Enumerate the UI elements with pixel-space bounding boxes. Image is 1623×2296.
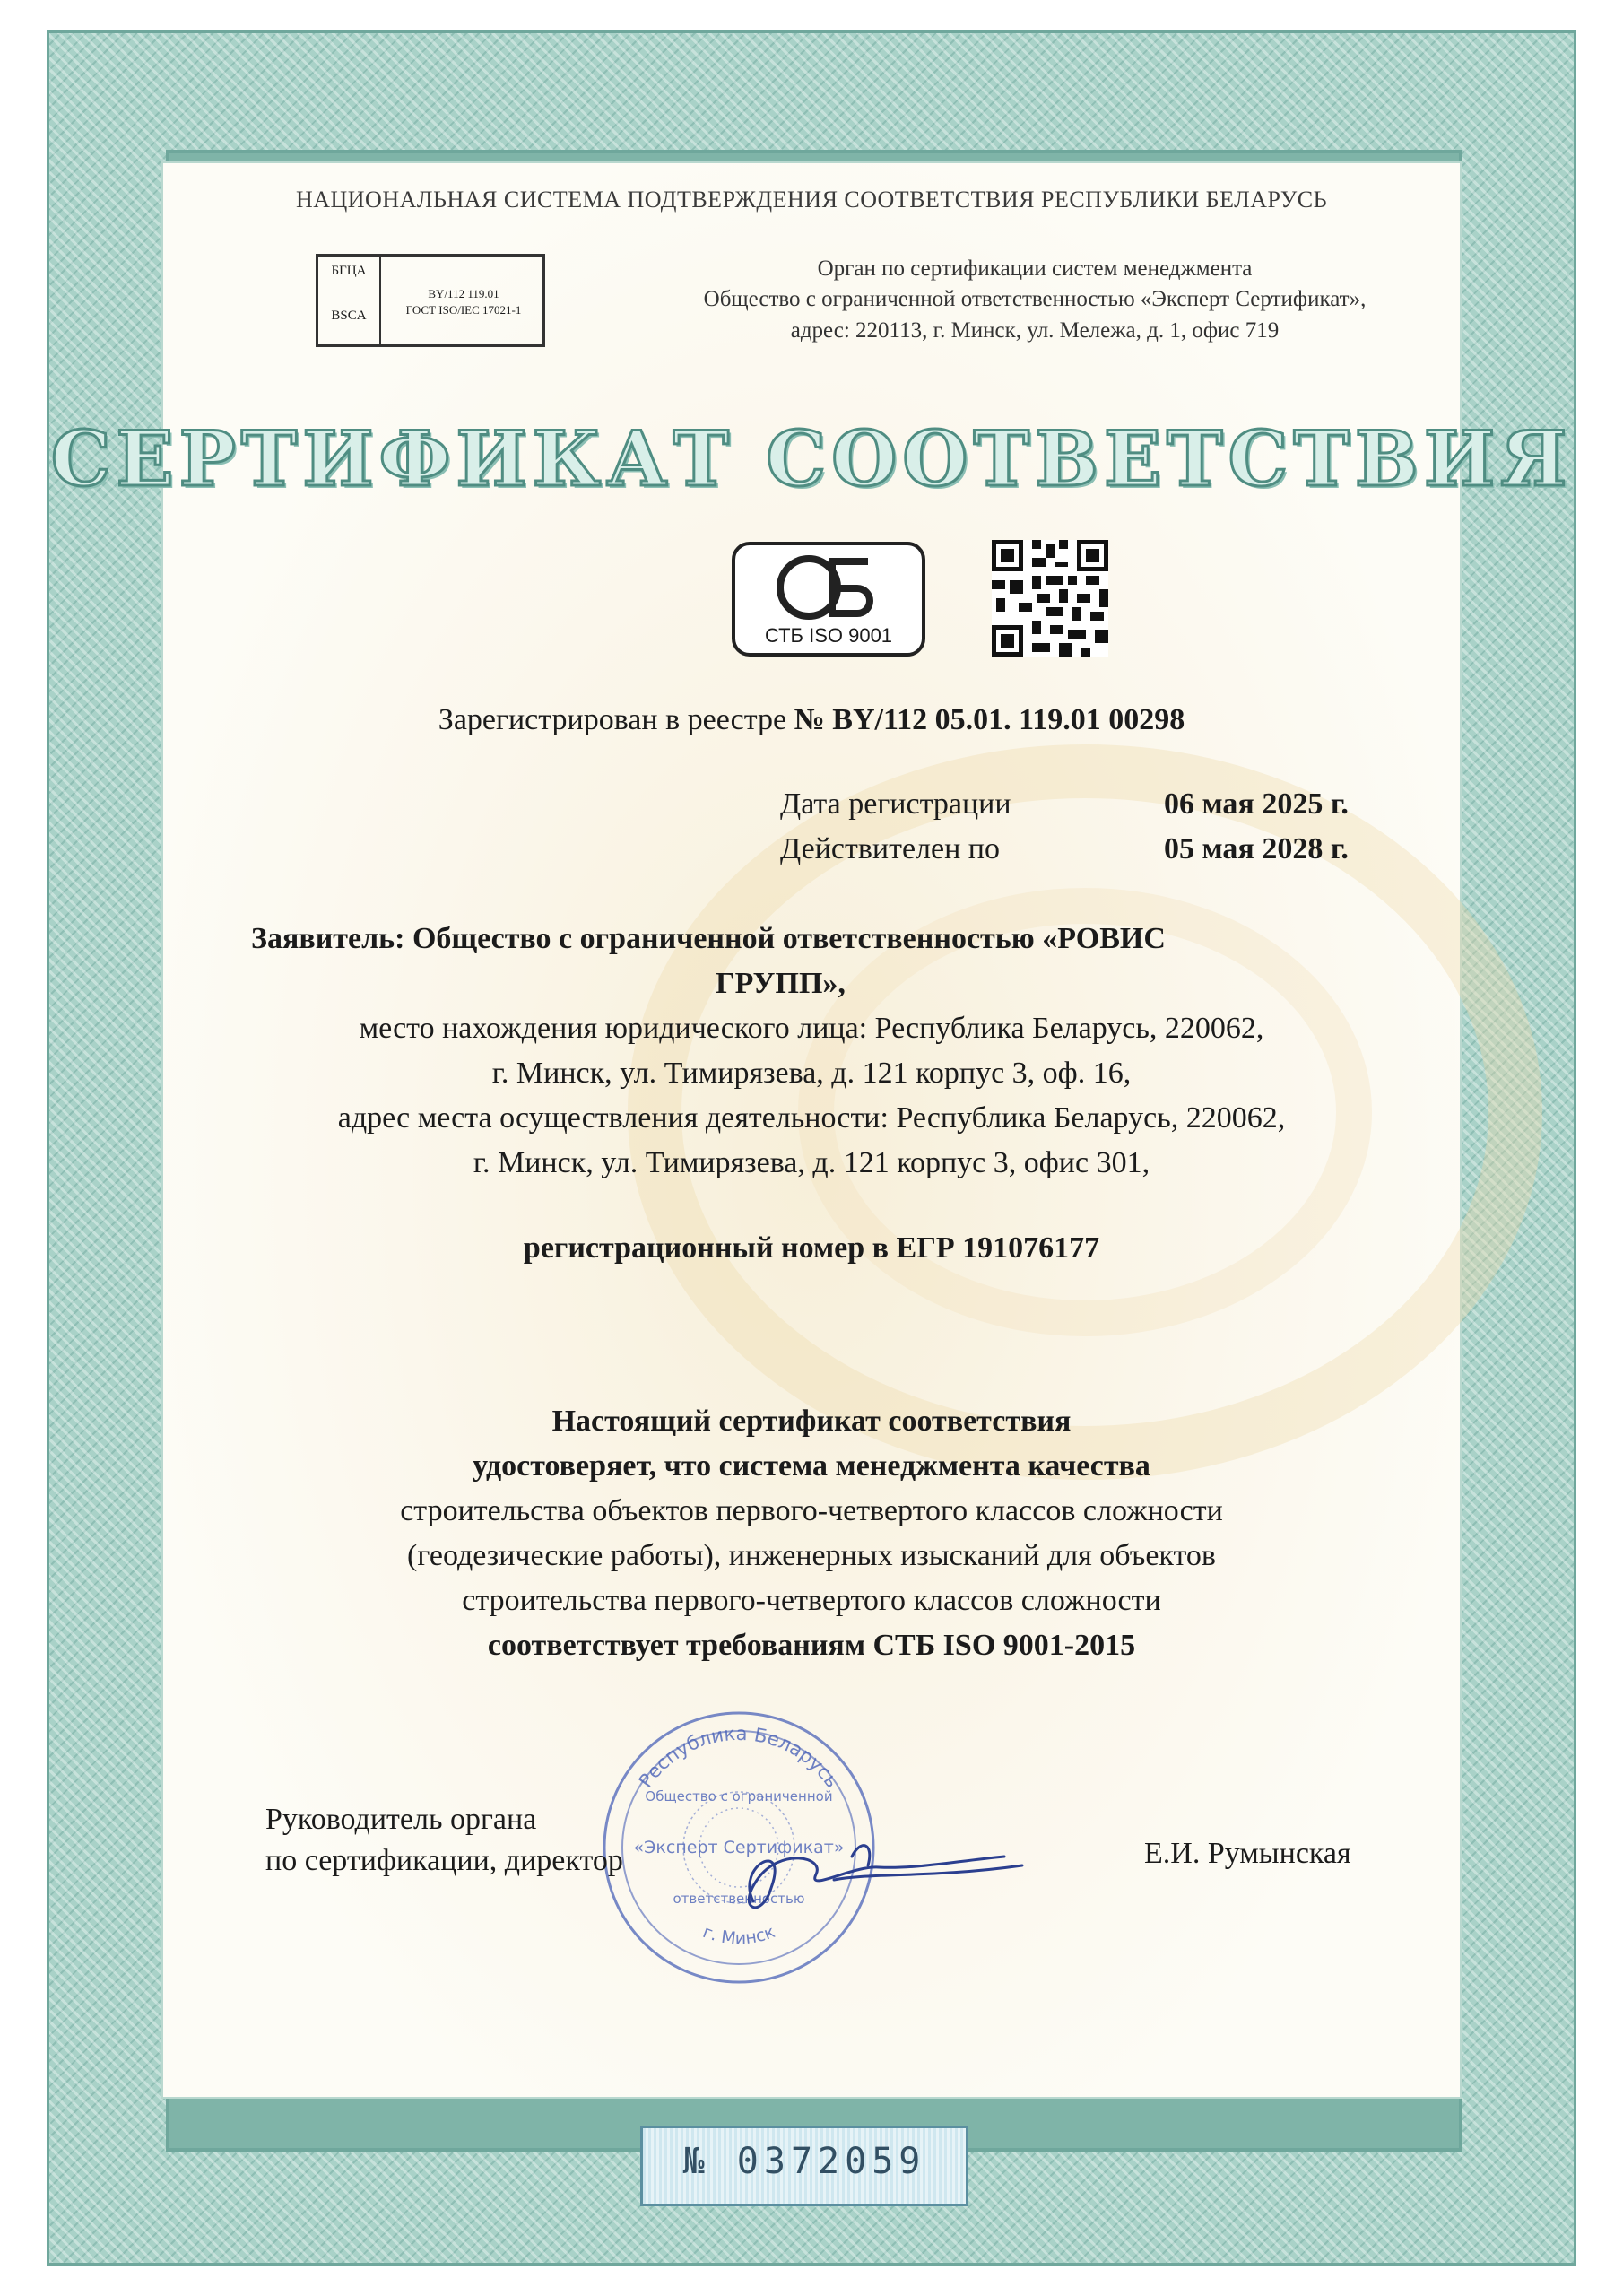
serial-number-plate [640, 2126, 968, 2206]
applicant-address-2: г. Минск, ул. Тимирязева, д. 121 корпус 3, оф. 16, [491, 1057, 1132, 1090]
certificate-title: СЕРТИФИКАТ СООТВЕТСТВИЯ [50, 414, 1573, 503]
stb-mark-logo [732, 542, 925, 657]
qr-code-icon[interactable] [992, 538, 1108, 658]
signatory-role-line-2: по сертификации, директор [265, 1844, 623, 1877]
handwritten-signature-icon [717, 1803, 1040, 1937]
scope-line-1: строительства объектов первого-четвертого классов сложности [400, 1494, 1223, 1527]
applicant-address-1: место нахождения юридического лица: Республика Беларусь, 220062, [359, 1012, 1264, 1045]
stb-logo-caption: СТБ ISO 9001 [764, 624, 893, 647]
serial-number [643, 2141, 966, 2182]
scope-line-2: (геодезические работы), инженерных изысканий для объектов [407, 1539, 1216, 1572]
serial-prefix: № [682, 2141, 710, 2182]
statement-line-1: Настоящий сертификат соответствия [551, 1405, 1072, 1438]
stamp-line-1: Общество с ограниченной [645, 1788, 833, 1805]
registry-line [0, 703, 1623, 737]
cert-body-line-3: адрес: 220113, г. Минск, ул. Мележа, д. 1, офис 719 [790, 318, 1280, 343]
accreditation-standard: ГОСТ ISO/IEC 17021-1 [405, 303, 522, 317]
valid-until-label: Действителен по [780, 832, 1000, 865]
stamp-outer-text: Республика Беларусь [634, 1722, 844, 1792]
accreditation-code: BY/112 119.01 [428, 287, 499, 300]
egr-number: регистрационный номер в ЕГР 191076177 [523, 1231, 1100, 1265]
statement-line-2: удостоверяет, что система менеджмента качества [473, 1449, 1150, 1483]
valid-until-value: 05 мая 2028 г. [1164, 832, 1349, 865]
stamp-city: г. Минск [699, 1921, 778, 1949]
stamp-line-2: «Эксперт Сертификат» [633, 1838, 845, 1857]
registry-number: № BY/112 05.01. 119.01 00298 [794, 703, 1185, 736]
registry-prefix: Зарегистрирован в реестре [438, 703, 787, 736]
national-system-title: НАЦИОНАЛЬНАЯ СИСТЕМА ПОДТВЕРЖДЕНИЯ СООТВЕТСТВИЯ РЕСПУБЛИКИ БЕЛАРУСЬ [295, 187, 1328, 213]
stb-monogram-icon [775, 551, 882, 624]
stamp-line-3: ответственностью [673, 1891, 805, 1907]
cert-body-line-1: Орган по сертификации систем менеджмента [817, 257, 1253, 281]
registration-date-value: 06 мая 2025 г. [1164, 787, 1349, 821]
accreditation-mark [316, 254, 545, 347]
conformity-statement: соответствует требованиям СТБ ISO 9001-2015 [487, 1629, 1136, 1662]
registration-date-label: Дата регистрации [780, 787, 1011, 821]
applicant-address-3: адрес места осуществления деятельности: Республика Беларусь, 220062, [337, 1101, 1286, 1135]
accreditation-top-label: БГЦА [331, 264, 367, 278]
accreditation-bottom-label: BSCA [331, 309, 367, 323]
cert-body-line-2: Общество с ограниченной ответственностью «Эксперт Сертификат», [703, 287, 1367, 311]
applicant-line-2: ГРУПП», [716, 967, 846, 1000]
signatory-name: Е.И. Румынская [1144, 1837, 1351, 1870]
signatory-role-line-1: Руководитель органа [265, 1803, 537, 1836]
applicant-address-4: г. Минск, ул. Тимирязева, д. 121 корпус 3, офис 301, [473, 1146, 1150, 1179]
serial-digits: 0372059 [736, 2141, 926, 2182]
scope-line-3: строительства первого-четвертого классов сложности [462, 1584, 1161, 1617]
applicant-line-1: Заявитель: Общество с ограниченной ответственностью «РОВИС [251, 922, 1166, 955]
